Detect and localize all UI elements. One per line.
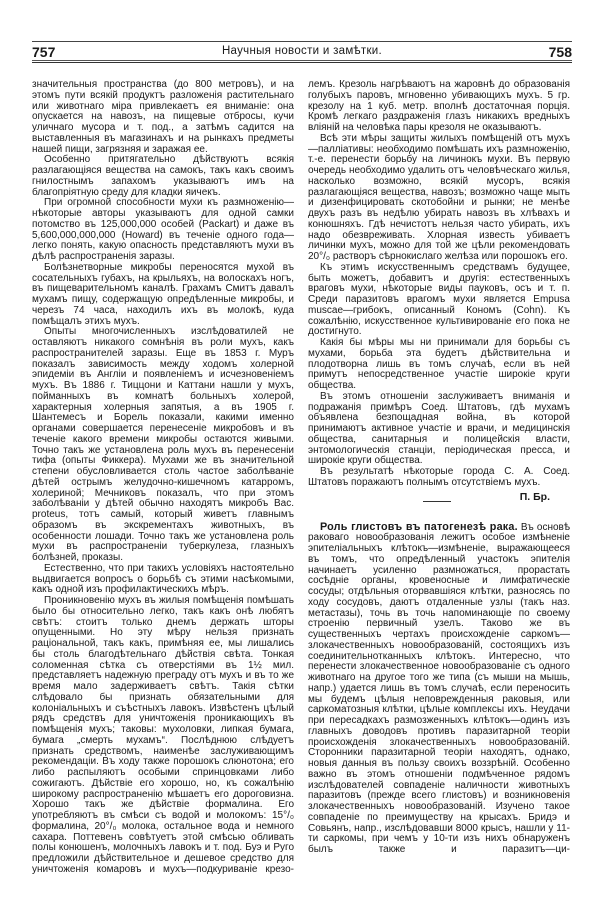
paragraph: Естественно, что при такихъ условіяхъ настоятельно выдвигается вопросъ о борьбѣ съ этими насѣкомыми, какъ одной изъ профилактическихъ мѣръ. — [32, 562, 294, 596]
paragraph: Всѣ эти мѣры защиты жилыхъ помѣщеній отъ мухъ—палліативы: необходимо помѣшать ихъ размноженію, т.-е. перенести борьбу на личинокъ мухи. Въ первую очередь необходимо удалить отъ человѣческаго жилья, насколько возможно, всякій мусоръ, всякія разлагающіяся вещества, навозъ; возможно чаще мыть и дизенфицировать скотобойни и рынки; не менѣе двухъ разъ въ недѣлю убирать навозъ въ хлѣвахъ и конюшняхъ. Гдѣ нечистотъ нельзя часто убирать, ихъ надо обезвреживать. Хлорная известь убиваетъ личинки мухъ, можно для той же цѣли рекомендовать 20°/₀ растворъ сѣрнокислаго желѣза или порошокъ его. — [308, 132, 570, 262]
paragraph: Проникновенію мухъ въ жилыя помѣщенія помѣшать было бы относительно легко, такъ какъ онѣ любятъ свѣтъ: стоитъ только днемъ держать шторы опущенными. Но эту мѣру нельзя признать раціональной, такъ какъ, примѣняя ее, мы лишались бы столь благодѣтельнаго дѣйствія свѣта. Тонкая соломенная сѣтка съ отверстіями въ 1½ мил. представляетъ надежную преграду отъ мухъ и въ то же время мало задерживаетъ свѣтъ. Такія сѣтки слѣдовало бы признать обязательными для колоніальныхъ и съѣстныхъ лавокъ. Извѣстенъ цѣлый рядъ средствъ для уничтоженія проникающихъ въ помѣщенія мухъ; таковы: мухоловки, липкая бумага, бумага „смерть мухамъ“. Послѣднюю слѣдуетъ признать средствомъ, наименѣе заслуживающимъ рекомендаціи. Въ ходу также порошокъ слюнотона; его либо распыляютъ особыми спринцовками либо сожигаютъ. Дѣйствіе его хорошо, но, къ сожалѣнію широкому распространенію мѣшаетъ его дороговизна. Хорошо такъ же дѣйствіе формалина. Его употребляютъ въ смѣси съ водой и молокомъ: 15°/₀ формалина, 20°/₀ молока, остальное вода и немного сахара. Поттевенъ совѣтуетъ этой смѣсью обливать полы конюшенъ, молочныхъ лавокъ и т. под. Буэ и Руго предложили дѣйствительное и дешевое средство для уничтоженія комаровъ и мухъ—подкуриваніе крезо- — [32, 595, 294, 875]
signature-text: П. Бр. — [519, 490, 550, 503]
section-paragraph — [308, 522, 570, 856]
section-heading: Роль глистовъ въ патогенезѣ рака. — [320, 520, 518, 533]
paragraph: Особенно притягательно дѣйствуютъ всякія разлагающіяся вещества на самокъ, такъ какъ своимъ гнилостнымъ запахомъ указываютъ имъ на благопріятную среду для кладки яичекъ. — [32, 154, 294, 198]
paragraph: Болѣзнетворные микробы переносятся мухой въ сосательныхъ губахъ, на крыльяхъ, на волоскахъ ногъ, въ пищеварительномъ каналѣ. Грахамъ Смитъ давалъ мухамъ пищу, содержащую опредѣленные микробы, и черезъ 74 часа, находилъ ихъ въ молокѣ, куда помѣщалъ этихъ мухъ. — [32, 261, 294, 327]
running-header — [32, 41, 572, 60]
paragraph: Какія бы мѣры мы ни принимали для борьбы съ мухами, борьба эта будетъ дѣйствительна и плодотворна лишь въ томъ случаѣ, если въ ней примутъ непосредственное участіе широкіе круги общества. — [308, 337, 570, 391]
right-column — [308, 80, 570, 856]
running-title: Научныя новости и замѣтки. — [221, 45, 383, 57]
paragraph: значительныя пространства (до 800 метровъ), и на этомъ пути всякій продуктъ разложенія растительнаго или животнаго міра привлекаетъ ея вниманіе: она опускается на навозъ, на пищевые отбросы, кучи уличнаго мусора и т. под., а затѣмъ садится на выставленныя въ магазинахъ и на рынкахъ предметы нашей пищи, загрязняя и заражая ее. — [32, 79, 294, 155]
paragraph: Къ этимъ искусственнымъ средствамъ будущее, быть можетъ, добавитъ и другія: естественныхъ враговъ мухи, нѣкоторые виды пауковъ, осъ и т. п. Среди паразитовъ врагомъ мухи является Empusa muscae—грибокъ, описанный Кономъ (Cohn). Къ сожалѣнію, искусственное культивированіе его пока не достигнуто. — [308, 261, 570, 338]
section-divider — [423, 501, 451, 502]
author-signature — [308, 492, 550, 506]
page-number-right: 758 — [548, 44, 572, 60]
left-column — [32, 80, 294, 876]
paragraph: Въ этомъ отношеніи заслуживаетъ вниманія и подражанія примѣръ Соед. Штатовъ, гдѣ мухамъ объявлена безпощадная война, въ которой принимаютъ активное участіе и врачи, и медицинскія общества, санитарныя и полицейскія власти, энтомологическія станціи, періодическая пресса, и широкіе круги общества. — [308, 390, 570, 467]
paragraph: Опыты многочисленныхъ изслѣдоватилей не оставляютъ никакого сомнѣнія въ роли мухъ, какъ распространителей заразы. Еще въ 1853 г. Муръ показалъ зависимость между ходомъ холерной эпидеміи въ Англіи и появленіемъ и исчезновеніемъ мухъ. Въ 1886 г. Тиццони и Каттани нашли у мухъ, пойманныхъ въ комнатѣ больныхъ холерой, характерныя холерныя запятыя, а въ 1905 г. Шантемесъ и Борель показали, какими именно органами совершается перенесеніе микробовъ и въ теченіе какого времени микробы остаются живыми. Точно такъ же установлена роль мухъ въ перенесеніи тифа (опыты Фиккера). Мухами же въ значительной степени обусловливается столь частое заболѣваніе дѣтей острымъ желудочно-кишечномъ катарромъ, холериной; Мечниковъ показалъ, что при этомъ заболѣваніи у дѣтей обычно находятъ микробъ Bac. proteus, тотъ самый, который живетъ главнымъ образомъ въ экскрементахъ животныхъ, въ особенности лошади. Точно такъ же установлена роль мухи въ распространеніи туберкулеза, глазныхъ болѣзней, проказы. — [32, 326, 294, 563]
page-number-left: 757 — [32, 44, 56, 60]
section-text: Въ основѣ раковаго новообразованія лежитъ особое измѣненіе эпителіальныхъ клѣтокъ—измѣненіе, выражающееся въ томъ, что опредѣленный участокъ эпителія начинаетъ усиленно размножаться, прорастать сосѣдніе органы, кровеносные и лимфатическіе сосуды; отдѣльныя оторвавшіяся клѣтки, разносясь по ходу сосудовъ, даютъ отдаленные узлы (такъ наз. метастазы), точь въ точь напоминающіе по своему строенію первичный узелъ. Таково же въ существенныхъ чертахъ происхожденіе саркомъ—злокачественныхъ новообразованій, состоящихъ изъ соединительнотканныхъ клѣтокъ. Интересно, что перенести злокачественное новообразованіе съ одного животнаго на другое того же типа (съ мыши на мышь, напр.) удается лишь въ томъ случаѣ, если переносить мы будемъ цѣлыя неповрежденныя раковыя, или саркоматозныя клѣтки, цѣлые комплексы ихъ. Неудачи при пересадкахъ размозженныхъ клѣтокъ—одинъ изъ главныхъ доводовъ противъ паразитарной теоріи происхожденія злокачественныхъ новообразованій. Сторонники паразитарной теоріи находятъ, однако, новыя данныя въ пользу своихъ воззрѣній. Особенно важно въ этомъ отношеніи подмѣченное рядомъ изслѣдователей совпаденіе наличности животныхъ паразитовъ (прежде всего глистовъ) и возникновенія злокачественныхъ новообразованій. Изучено такое совпаденіе по преимуществу на крысахъ. Бридэ и Совьянъ, напр., изслѣдовавши 8000 крысъ, нашли у 11-ти саркомы, при чемъ у 10-ти изъ нихъ обнаруженъ былъ также и паразитъ—ци- — [308, 521, 570, 855]
paragraph: Въ результатѣ нѣкоторые города С. А. Соед. Штатовъ поражаютъ полнымъ отсутствіемъ мухъ. — [308, 466, 570, 488]
paragraph: лемъ. Крезоль нагрѣваютъ на жаровнѣ до образованія голубыхъ паровъ, мгновенно убивающихъ мухъ. 5 гр. крезолу на 1 куб. метр. вполнѣ достаточная порція. Кромѣ легкаго раздраженія глазъ никакихъ вредныхъ вліяній на человѣка пары крезоля не оказываютъ. — [308, 79, 570, 133]
paragraph: При огромной способности мухи къ размноженію—нѣкоторые авторы указываютъ для одной самки потомство въ 125,000,000 особей (Packart) и даже въ 5,600,000,000,000 (Howard) въ теченіе одного года—легко понять, какую опасность представляютъ мухи въ дѣлѣ распространенія заразы. — [32, 197, 294, 262]
